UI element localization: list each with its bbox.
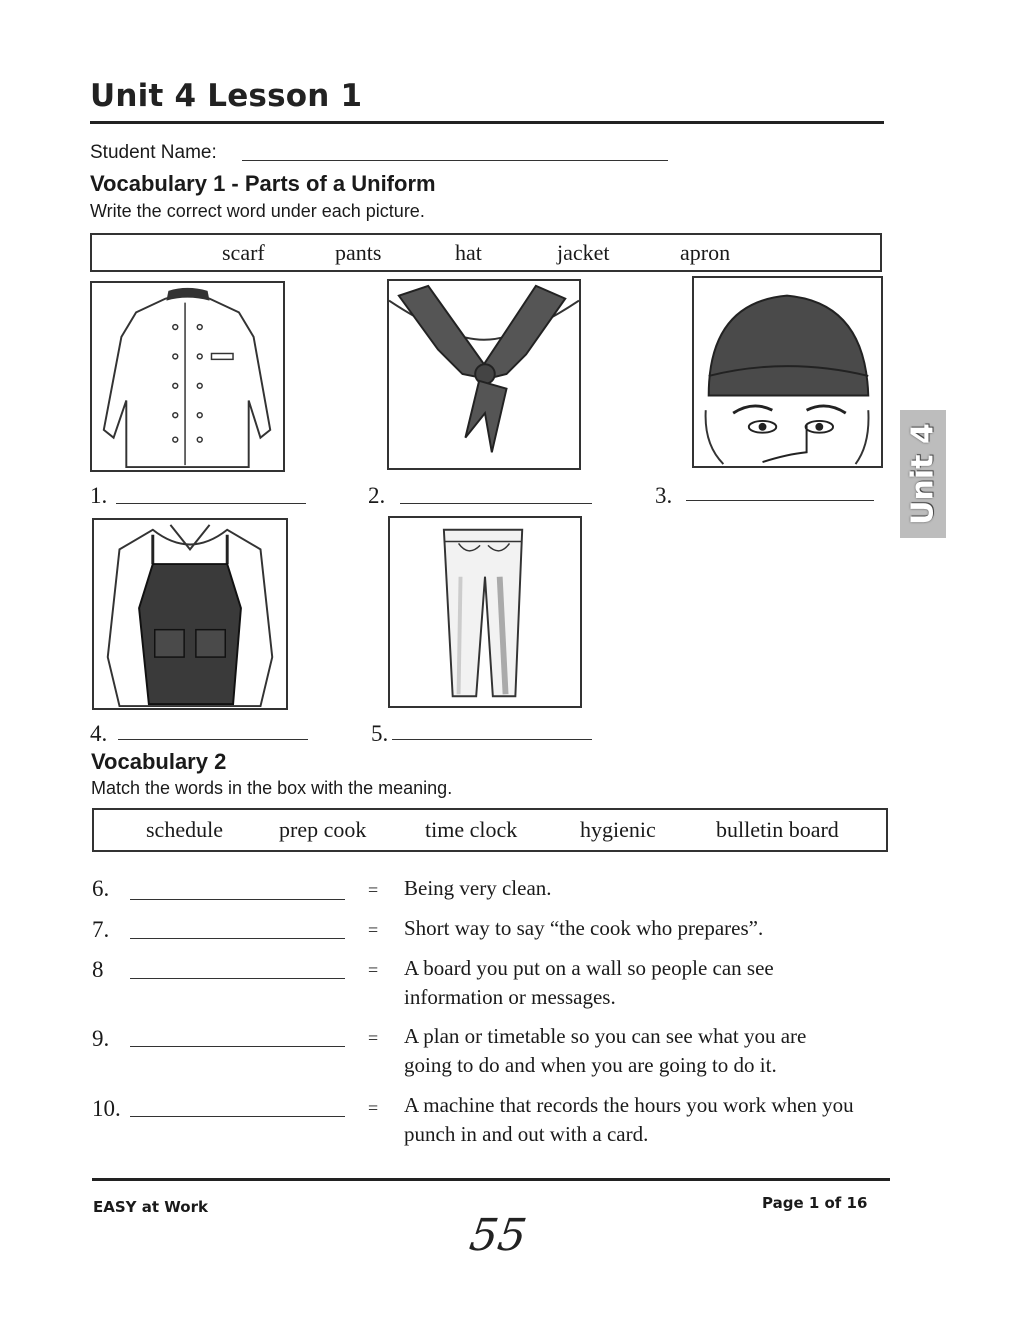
item-number: 10. — [92, 1096, 121, 1121]
title-divider — [90, 121, 884, 124]
item-number: 9. — [92, 1026, 110, 1051]
item-number: 6. — [92, 876, 110, 901]
equals-sign: = — [368, 1028, 379, 1048]
answer-blank-9[interactable] — [130, 1046, 345, 1047]
vocab1-word-bank — [90, 233, 882, 272]
picture-4 — [92, 518, 288, 710]
equals-sign: = — [368, 960, 379, 980]
unit-side-tab — [900, 410, 946, 538]
word-bank-item: schedule — [146, 817, 223, 842]
footer-divider — [92, 1178, 890, 1181]
definition-7: Short way to say “the cook who prepares”. — [404, 916, 764, 940]
student-name-label: Student Name: — [90, 142, 217, 163]
answer-blank-8[interactable] — [130, 978, 345, 979]
handwritten-page-number: 55 — [466, 1210, 530, 1261]
student-name-field[interactable] — [242, 160, 668, 161]
picture-2 — [387, 279, 581, 470]
page-number: Page 1 of 16 — [762, 1194, 868, 1212]
vocab1-instructions: Write the correct word under each picture. — [90, 201, 425, 221]
answer-blank-5[interactable] — [392, 739, 592, 740]
item-number: 2. — [368, 483, 386, 508]
answer-blank-1[interactable] — [116, 503, 306, 504]
word-bank-item: prep cook — [279, 817, 367, 842]
chef-hat-icon — [694, 278, 881, 466]
equals-sign: = — [368, 880, 379, 900]
word-bank-item: scarf — [222, 239, 265, 265]
footer-left: EASY at Work — [93, 1198, 208, 1216]
vocab2-heading: Vocabulary 2 — [91, 749, 227, 774]
item-number: 5. — [371, 721, 389, 746]
answer-blank-4[interactable] — [118, 739, 308, 740]
item-number: 3. — [655, 483, 673, 508]
apron-icon — [94, 520, 286, 708]
word-bank-item: time clock — [425, 817, 518, 842]
definition-6: Being very clean. — [404, 876, 552, 900]
equals-sign: = — [368, 920, 379, 940]
definition-10: A machine that records the hours you work when you punch in and out with a card. — [404, 1093, 854, 1146]
answer-blank-6[interactable] — [130, 899, 345, 900]
picture-1 — [90, 281, 285, 472]
vocab2-instructions: Match the words in the box with the meaning. — [91, 778, 453, 798]
page-title: Unit 4 Lesson 1 — [90, 78, 363, 114]
unit-tab-label: Unit 4 — [905, 423, 941, 525]
answer-blank-10[interactable] — [130, 1116, 345, 1117]
definition-9: A plan or timetable so you can see what you are going to do and when you are going to do it. — [404, 1024, 807, 1077]
vocab1-heading: Vocabulary 1 - Parts of a Uniform — [90, 171, 436, 196]
neck-scarf-icon — [389, 281, 579, 468]
word-bank-item: hygienic — [580, 817, 656, 842]
item-number: 1. — [90, 483, 108, 508]
answer-blank-2[interactable] — [400, 503, 592, 504]
picture-3 — [692, 276, 883, 468]
item-number: 4. — [90, 721, 108, 746]
picture-5 — [388, 516, 582, 708]
word-bank-item: jacket — [557, 239, 610, 265]
vocab2-word-bank — [92, 808, 888, 852]
answer-blank-3[interactable] — [686, 500, 874, 501]
definition-8: A board you put on a wall so people can see information or messages. — [404, 956, 774, 1009]
item-number: 8 — [92, 957, 104, 982]
chef-jacket-icon — [92, 283, 283, 470]
word-bank-item: bulletin board — [716, 817, 839, 842]
equals-sign: = — [368, 1098, 379, 1118]
word-bank-item: hat — [455, 239, 482, 265]
item-number: 7. — [92, 917, 110, 942]
pants-icon — [390, 518, 580, 706]
word-bank-item: apron — [680, 239, 731, 265]
answer-blank-7[interactable] — [130, 938, 345, 939]
word-bank-item: pants — [335, 239, 382, 265]
